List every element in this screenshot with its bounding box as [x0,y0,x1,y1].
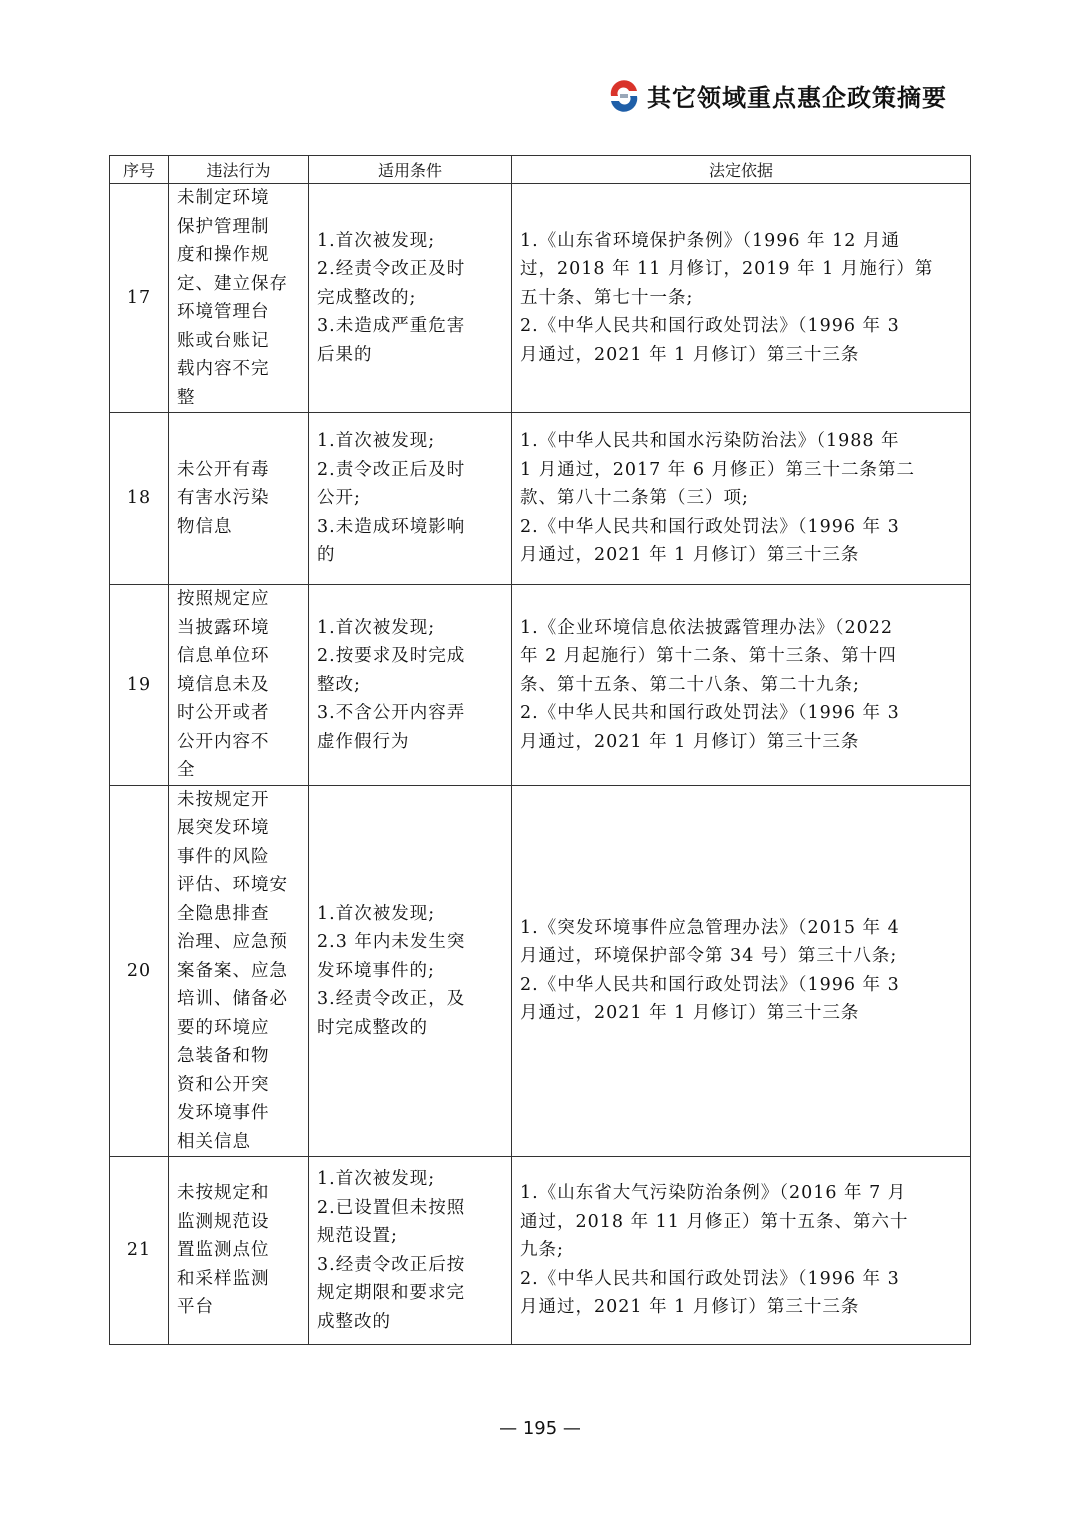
header-title: 其它领域重点惠企政策摘要 [647,84,947,112]
col-header-number: 序号 [110,156,169,184]
conditions-cell-line: 2.3 年内未发生突 [317,932,466,952]
violation-cell-line: 平台 [177,1297,214,1318]
violation-cell-line: 急装备和物 [177,1046,270,1066]
legal-basis-cell-line: 2.《中华人民共和国行政处罚法》（1996 年 3 [520,516,900,537]
conditions-cell-line: 1.首次被发现; [317,431,436,452]
table-row [110,585,971,786]
conditions-cell-line: 2.按要求及时完成 [317,646,466,666]
legal-basis-cell [512,413,971,585]
violation-cell-line: 环境管理台 [177,302,270,322]
legal-basis-cell-line: 条、第十五条、第二十八条、第二十九条; [520,674,860,695]
table-body [110,184,971,1345]
violation-cell-line: 展突发环境 [177,818,270,838]
legal-basis-cell-line: 过，2018 年 11 月修订，2019 年 1 月施行）第 [520,259,934,280]
col-header-legal-basis: 法定依据 [512,156,971,184]
conditions-cell-line: 3.未造成环境影响 [317,516,466,537]
legal-basis-cell-line: 2.《中华人民共和国行政处罚法》（1996 年 3 [520,974,900,995]
conditions-cell-line: 3.经责令改正，及 [317,989,466,1009]
table-row [110,785,971,1157]
row-number: 17 [110,184,169,413]
conditions-cell [309,184,512,413]
conditions-cell [309,785,512,1157]
violation-cell-line: 全隐患排查 [177,903,270,924]
violation-cell-line: 整 [177,387,196,408]
conditions-cell-line: 规定期限和要求完 [317,1283,465,1303]
conditions-cell-line: 2.经责令改正及时 [317,259,466,280]
legal-basis-cell-line: 年 2 月起施行）第十二条、第十三条、第十四 [520,646,897,666]
conditions-cell-line: 3.不含公开内容弄 [317,703,466,723]
violation-cell-line: 账或台账记 [177,330,270,351]
conditions-cell-line: 完成整改的; [317,287,417,308]
conditions-cell-line: 整改; [317,674,361,695]
violation-cell [169,184,309,413]
legal-basis-cell-line: 月通过，2021 年 1 月修订）第三十三条 [520,545,860,566]
legal-basis-cell-line: 2.《中华人民共和国行政处罚法》（1996 年 3 [520,703,900,723]
legal-basis-cell-line: 月通过，环境保护部令第 34 号）第三十八条; [520,946,898,967]
table-row [110,413,971,585]
violation-cell-line: 当披露环境 [177,617,270,638]
conditions-cell-line: 1.首次被发现; [317,903,436,924]
row-number: 21 [110,1157,169,1345]
violation-cell-line: 未制定环境 [177,188,270,208]
violation-cell-line: 载内容不完 [177,359,270,379]
violation-cell [169,1157,309,1345]
conditions-cell-line: 虚作假行为 [317,731,410,752]
table-row [110,184,971,413]
legal-basis-cell-line: 月通过，2021 年 1 月修订）第三十三条 [520,1297,860,1318]
row-number: 19 [110,585,169,786]
conditions-cell-line: 发环境事件的; [317,960,435,981]
conditions-cell-line: 的 [317,545,336,566]
conditions-cell-line: 1.首次被发现; [317,1169,436,1189]
row-number: 20 [110,785,169,1157]
legal-basis-cell-line: 1.《山东省大气污染防治条例》（2016 年 7 月 [520,1183,907,1204]
violation-cell-line: 公开内容不 [177,731,270,752]
violation-cell-line: 相关信息 [177,1131,251,1152]
conditions-cell-line: 2.已设置但未按照 [317,1197,466,1218]
violation-cell-line: 时公开或者 [177,703,270,723]
violation-cell [169,413,309,585]
conditions-cell-line: 时完成整改的 [317,1017,428,1038]
row-number: 18 [110,413,169,585]
violation-cell-line: 有害水污染 [177,488,270,509]
legal-basis-cell-line: 1.《突发环境事件应急管理办法》（2015 年 4 [520,917,900,938]
conditions-cell-line: 成整改的 [317,1311,391,1332]
legal-basis-cell-line: 通过，2018 年 11 月修正）第十五条、第六十 [520,1211,909,1232]
conditions-cell [309,585,512,786]
col-header-violation: 违法行为 [169,156,309,184]
violation-cell-line: 培训、储备必 [177,989,288,1009]
violation-cell-line: 监测规范设 [177,1211,270,1232]
legal-basis-cell-line: 1 月通过，2017 年 6 月修正）第三十二条第二 [520,459,916,480]
page-header [607,78,947,113]
violation-cell-line: 未按规定开 [177,789,270,810]
legal-basis-cell-line: 1.《企业环境信息依法披露管理办法》（2022 [520,617,893,638]
violation-cell-line: 物信息 [177,516,233,537]
policy-table [109,155,971,1345]
violation-cell-line: 发环境事件 [177,1103,270,1123]
violation-cell [169,785,309,1157]
conditions-cell-line: 2.责令改正后及时 [317,459,466,480]
legal-basis-cell-line: 九条; [520,1240,564,1261]
legal-basis-cell-line: 月通过，2021 年 1 月修订）第三十三条 [520,1003,860,1024]
table-row [110,1157,971,1345]
legal-basis-cell-line: 五十条、第七十一条; [520,287,694,308]
legal-basis-cell-line: 2.《中华人民共和国行政处罚法》（1996 年 3 [520,316,900,337]
legal-basis-cell-line: 款、第八十二条第（三）项; [520,488,749,509]
page-number: — 195 — [499,1418,581,1439]
violation-cell-line: 资和公开突 [177,1074,270,1095]
table-header-row [110,156,971,184]
col-header-conditions: 适用条件 [309,156,512,184]
violation-cell-line: 境信息未及 [177,674,270,695]
violation-cell-line: 信息单位环 [177,646,270,666]
legal-basis-cell-line: 月通过，2021 年 1 月修订）第三十三条 [520,731,860,752]
violation-cell-line: 按照规定应 [177,589,270,609]
violation-cell-line: 度和操作规 [177,245,270,265]
violation-cell [169,585,309,786]
conditions-cell-line: 3.未造成严重危害 [317,316,466,337]
legal-basis-cell-line: 2.《中华人民共和国行政处罚法》（1996 年 3 [520,1268,900,1289]
legal-basis-cell-line: 月通过，2021 年 1 月修订）第三十三条 [520,344,860,365]
legal-basis-cell-line: 1.《山东省环境保护条例》（1996 年 12 月通 [520,230,900,251]
conditions-cell-line: 规范设置; [317,1226,398,1246]
conditions-cell [309,413,512,585]
logo-icon [607,79,641,113]
conditions-cell-line: 后果的 [317,344,373,365]
conditions-cell-line: 3.经责令改正后按 [317,1254,466,1275]
violation-cell-line: 未按规定和 [177,1183,270,1204]
legal-basis-cell [512,184,971,413]
legal-basis-cell-line: 1.《中华人民共和国水污染防治法》（1988 年 [520,431,900,452]
violation-cell-line: 事件的风险 [177,846,270,867]
violation-cell-line: 全 [177,760,196,780]
conditions-cell-line: 1.首次被发现; [317,617,436,638]
violation-cell-line: 要的环境应 [177,1017,270,1038]
violation-cell-line: 保护管理制 [177,216,270,237]
legal-basis-cell [512,785,971,1157]
violation-cell-line: 未公开有毒 [177,459,270,480]
conditions-cell-line: 1.首次被发现; [317,230,436,251]
legal-basis-cell [512,1157,971,1345]
legal-basis-cell [512,585,971,786]
conditions-cell-line: 公开; [317,488,361,509]
conditions-cell [309,1157,512,1345]
violation-cell-line: 置监测点位 [177,1240,270,1261]
violation-cell-line: 定、建立保存 [177,273,288,294]
violation-cell-line: 评估、环境安 [177,875,288,895]
violation-cell-line: 案备案、应急 [177,960,288,981]
violation-cell-line: 和采样监测 [177,1268,270,1289]
violation-cell-line: 治理、应急预 [177,932,288,952]
